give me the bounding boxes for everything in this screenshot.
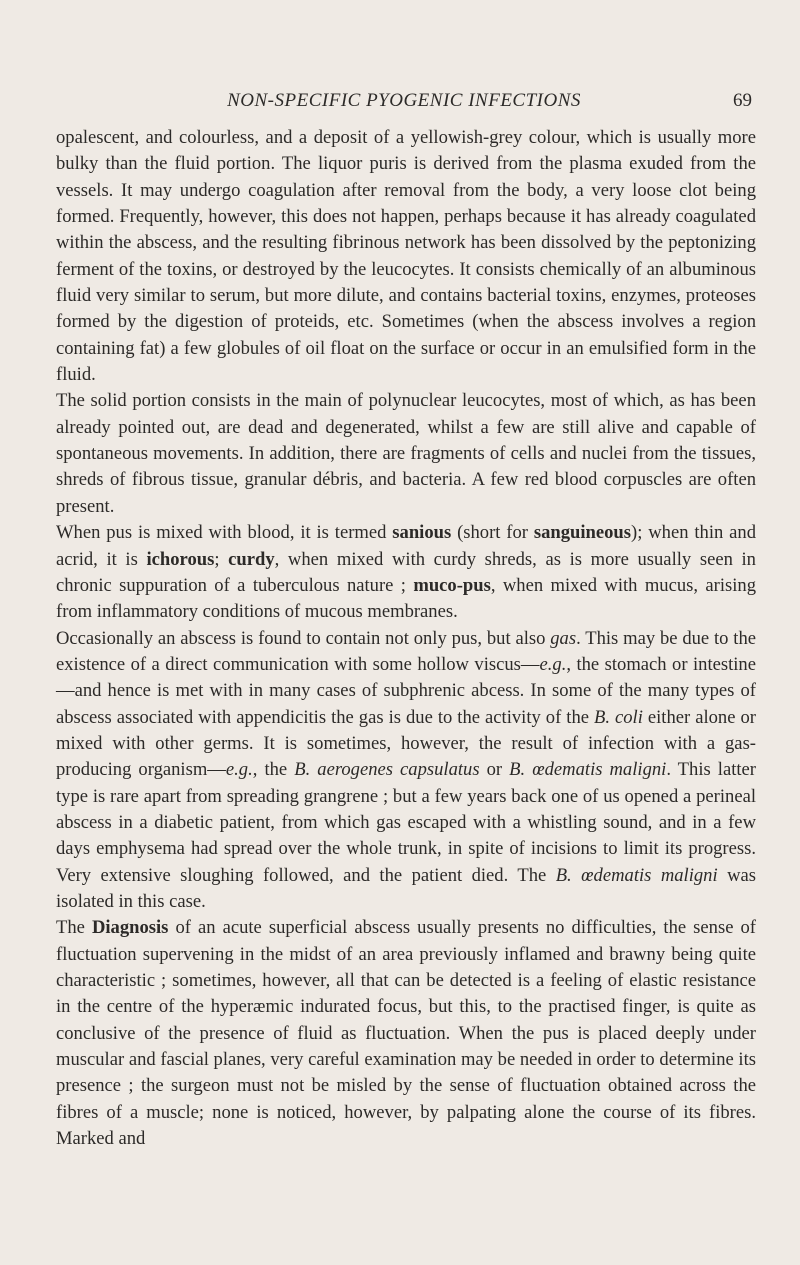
bold-term: muco-pus (413, 574, 491, 596)
page-number: 69 (733, 90, 752, 111)
text-run: either alone or mixed with other germs. It is sometimes, however, the result of infection with a gas-producing organism— (56, 706, 756, 781)
paragraph (56, 915, 756, 1152)
italic-text: B. œdematis maligni (555, 864, 718, 886)
text-run: , the stomach or intestine—and hence is met with in many cases of subphrenic abcess. In some of the many types of abscess associated with appendicitis the gas is due to the activity of the (56, 653, 756, 728)
paragraph (56, 125, 756, 388)
text-run: The solid portion consists in the main of polynuclear leucocytes, most of which, as has been already pointed out, are dead and degenerated, whilst a few are still alive and capable of spontaneous movements. In addition, there are fragments of cells and nuclei from the tissues, shreds of fibrous tissue, granular débris, and bacteria. A few red blood corpuscles are often present. (56, 390, 756, 517)
text-run: When pus is mixed with blood, it is termed (56, 522, 393, 544)
text-run: . This may be due to the existence of a direct communication with some hollow viscus— (56, 627, 756, 675)
italic-text: B. coli (594, 706, 643, 728)
italic-text: e.g. (539, 653, 567, 675)
italic-text: e.g. (225, 759, 253, 781)
bold-term: ichorous (146, 548, 215, 570)
text-run: , when mixed with mucus, arising from inflammatory conditions of mucous membranes. (56, 574, 757, 623)
italic-text: B. aerogenes capsulatus (294, 759, 480, 781)
running-head (56, 90, 752, 116)
text-run: (short for (451, 522, 534, 544)
text-run: , the (252, 759, 295, 781)
text-run: opalescent, and colourless, and a deposit of a yellowish-grey colour, which is usually more bulky than the fluid portion. The liquor puris is derived from the plasma exuded from the vessels. It may undergo coagulation after removal from the body, a very loose clot being formed. Frequently, however, this does not happen, perhaps because it has already coagulated within the abscess, and the resulting fibrinous network has been dissolved by the peptonizing ferment of the toxins, or destroyed by the leucocytes. It consists chemically of an albuminous fluid very similar to serum, but more dilute, and contains bacterial toxins, enzymes, proteoses formed by the digestion of proteids, etc. Sometimes (when the abscess involves a region containing fat) a few globules of oil float on the surface or occur in an emulsified form in the fluid. (56, 127, 756, 386)
body-text (56, 125, 756, 1152)
italic-text: B. œdematis maligni (509, 759, 667, 781)
text-run: , when mixed with curdy shreds, as is more usually seen in chronic suppuration of a tuberculous nature ; (56, 548, 756, 596)
bold-term: sanious (392, 522, 452, 544)
text-run: of an acute superficial abscess usually presents no difficulties, the sense of fluctuation supervening in the midst of an area previously inflamed and brawny being quite characteristic ; sometimes, however, all that can be detected is a feeling of elastic resistance in the centre of the hyperæmic indurated focus, but this, to the practised finger, is quite as conclusive of the presence of fluid as fluctuation. When the pus is placed deeply under muscular and fascial planes, very careful examination may be needed in order to determine its presence ; the surgeon must not be misled by the sense of fluctuation obtained across the fibres of a muscle; none is noticed, however, by palpating alone the course of its fibres. Marked and (56, 917, 756, 1150)
italic-text: gas (550, 627, 577, 649)
bold-term: sanguineous (533, 522, 632, 544)
paragraph (56, 626, 756, 916)
running-head-title: NON-SPECIFIC PYOGENIC INFECTIONS (227, 90, 581, 111)
bold-term: Diagnosis (91, 917, 169, 939)
text-run: ; (214, 548, 229, 570)
paragraph (56, 520, 756, 625)
text-run: was isolated in this case. (56, 864, 756, 912)
text-run: or (479, 759, 510, 781)
text-run: Occasionally an abscess is found to contain not only pus, but also (56, 627, 551, 649)
text-run: . This latter type is rare apart from spreading grangrene ; but a few years back one of us opened a perineal abscess in a diabetic patient, from which gas escaped with a whistling sound, and in a few days emphysema had spread over the whole trunk, in spite of incisions to limit its progress. Very extensive sloughing followed, and the patient died. The (56, 759, 756, 886)
paragraph (56, 388, 756, 520)
text-run: The (56, 917, 92, 939)
text-run: ); when thin and acrid, it is (56, 522, 757, 570)
bold-term: curdy (228, 548, 275, 570)
